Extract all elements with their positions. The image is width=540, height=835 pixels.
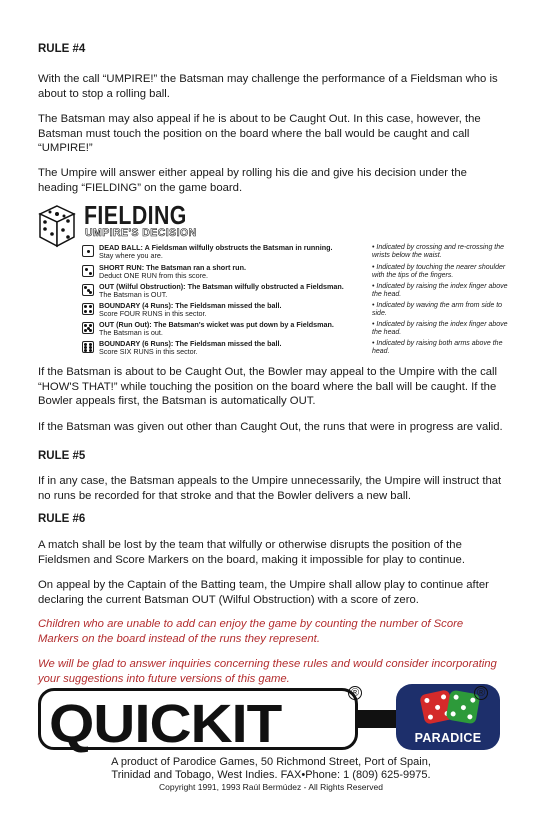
quickit-bat-logo: [38, 688, 358, 754]
rule-6-title: RULE #6: [38, 513, 86, 525]
children-note: Children who are unable to add can enjoy the game by counting the number of Score Markers on the board instead of the runs they represent.: [38, 618, 464, 645]
rule-4-title: RULE #4: [38, 43, 86, 55]
row-4-heading: BOUNDARY (4 Runs): The Fieldsman missed the ball.: [99, 301, 282, 310]
die-two-icon: [82, 265, 94, 277]
fielding-subtitle: UMPIRE'S DECISION: [85, 227, 197, 239]
registered-mark: ®: [348, 686, 362, 700]
footer-copyright: Copyright 1991, 1993 Raúl Bermúdez - All Rights Reserved: [159, 782, 383, 792]
row-3-heading: OUT (Wilful Obstruction): The Batsman wilfully obstructed a Fieldsman.: [99, 282, 344, 291]
caught-out-paragraph: If the Batsman is about to be Caught Out, the Bowler may appeal to the Umpire with the call “HOW'S THAT!” while touching the position on the board where the ball will be caught. If the Bowler appeals first, the Batsman is automatically OUT.: [38, 366, 498, 407]
die-six-icon: [82, 341, 94, 353]
row-6-signal: • Indicated by raising both arms above the head.: [372, 340, 503, 355]
die-one-icon: [82, 245, 94, 257]
die-four-icon: [82, 303, 94, 315]
row-2-instruction: Deduct ONE RUN from this score.: [99, 271, 209, 281]
row-1-heading: DEAD BALL: A Fieldsman wilfully obstructs the Batsman in running.: [99, 243, 333, 252]
rule-5-title: RULE #5: [38, 450, 86, 462]
fielding-row-1: [82, 244, 504, 262]
row-2-signal: • Indicated by touching the nearer shoulder with the tips of the fingers.: [372, 264, 506, 279]
die-icon: [38, 204, 76, 248]
footer: [38, 756, 504, 793]
rule-6-paragraph-1: A match shall be lost by the team that wilfully or otherwise disrupts the position of the Fieldsmen and Score Markers on the board, making it impossible for play to continue.: [38, 539, 465, 566]
row-3-signal: • Indicated by raising the index finger above the head.: [372, 283, 508, 298]
rule-4-paragraph-3: The Umpire will answer either appeal by rolling his die and give his decision under the heading “FIELDING” on the game board.: [38, 167, 467, 194]
die-three-icon: [82, 284, 94, 296]
rule-4-paragraph-2: The Batsman may also appeal if he is about to be Caught Out. In this case, however, the Batsman must touch the position on the board where the ball would be caught and call “UMPIRE!”: [38, 113, 481, 154]
fielding-row-4: [82, 302, 504, 320]
row-6-heading: BOUNDARY (6 Runs): The Fieldsman missed the ball.: [99, 339, 282, 348]
row-1-signal: • Indicated by crossing and re-crossing the wrists below the waist.: [372, 244, 505, 259]
runs-valid-paragraph: If the Batsman was given out other than Caught Out, the runs that were in progress are valid.: [38, 421, 503, 433]
paradice-wordmark: PARADICE: [414, 731, 482, 745]
quickit-wordmark: QUICKIT: [49, 694, 282, 754]
rule-6-paragraph-2: On appeal by the Captain of the Batting team, the Umpire shall allow play to continue after declaring the current Batsman OUT (Wilful Obstruction) with a score of zero.: [38, 579, 489, 606]
row-4-signal: • Indicated by waving the arm from side to side.: [372, 302, 503, 317]
footer-address-line-1: A product of Parodice Games, 50 Richmond Street, Port of Spain,: [111, 756, 431, 768]
row-3-instruction: The Batsman is OUT.: [99, 290, 168, 300]
row-4-instruction: Score FOUR RUNS in this sector.: [99, 309, 207, 319]
inquiries-note: We will be glad to answer inquiries concerning these rules and would consider incorporating your suggestions into future versions of this game.: [38, 658, 497, 685]
row-5-heading: OUT (Run Out): The Batsman's wicket was put down by a Fieldsman.: [99, 320, 334, 329]
bat-handle: [356, 710, 396, 728]
row-6-instruction: Score SIX RUNS in this sector.: [99, 347, 198, 357]
row-5-signal: • Indicated by raising the index finger above the head.: [372, 321, 508, 336]
fielding-row-2: [82, 264, 504, 282]
fielding-table: [38, 200, 508, 358]
quickit-logo: [38, 687, 494, 754]
fielding-row-6: [82, 340, 504, 358]
registered-mark-2: ®: [474, 686, 488, 700]
footer-address-line-2: Trinidad and Tobago, West Indies. FAX•Phone: 1 (809) 625-9975.: [111, 769, 431, 781]
row-2-heading: SHORT RUN: The Batsman ran a short run.: [99, 263, 246, 272]
fielding-title: FIELDING: [84, 200, 187, 230]
rule-5-paragraph: If in any case, the Batsman appeals to the Umpire unnecessarily, the Umpire will instruct that no runs be recorded for that stroke and that the Bowler delivers a new ball.: [38, 475, 502, 502]
fielding-row-3: [82, 282, 508, 301]
die-five-icon: [82, 322, 94, 334]
fielding-row-5: [82, 320, 508, 339]
rule-4-paragraph-1: With the call “UMPIRE!” the Batsman may challenge the performance of a Fieldsman who is about to stop a rolling ball.: [38, 73, 498, 100]
row-1-instruction: Stay where you are.: [99, 251, 163, 261]
row-5-instruction: The Batsman is out.: [99, 328, 163, 338]
